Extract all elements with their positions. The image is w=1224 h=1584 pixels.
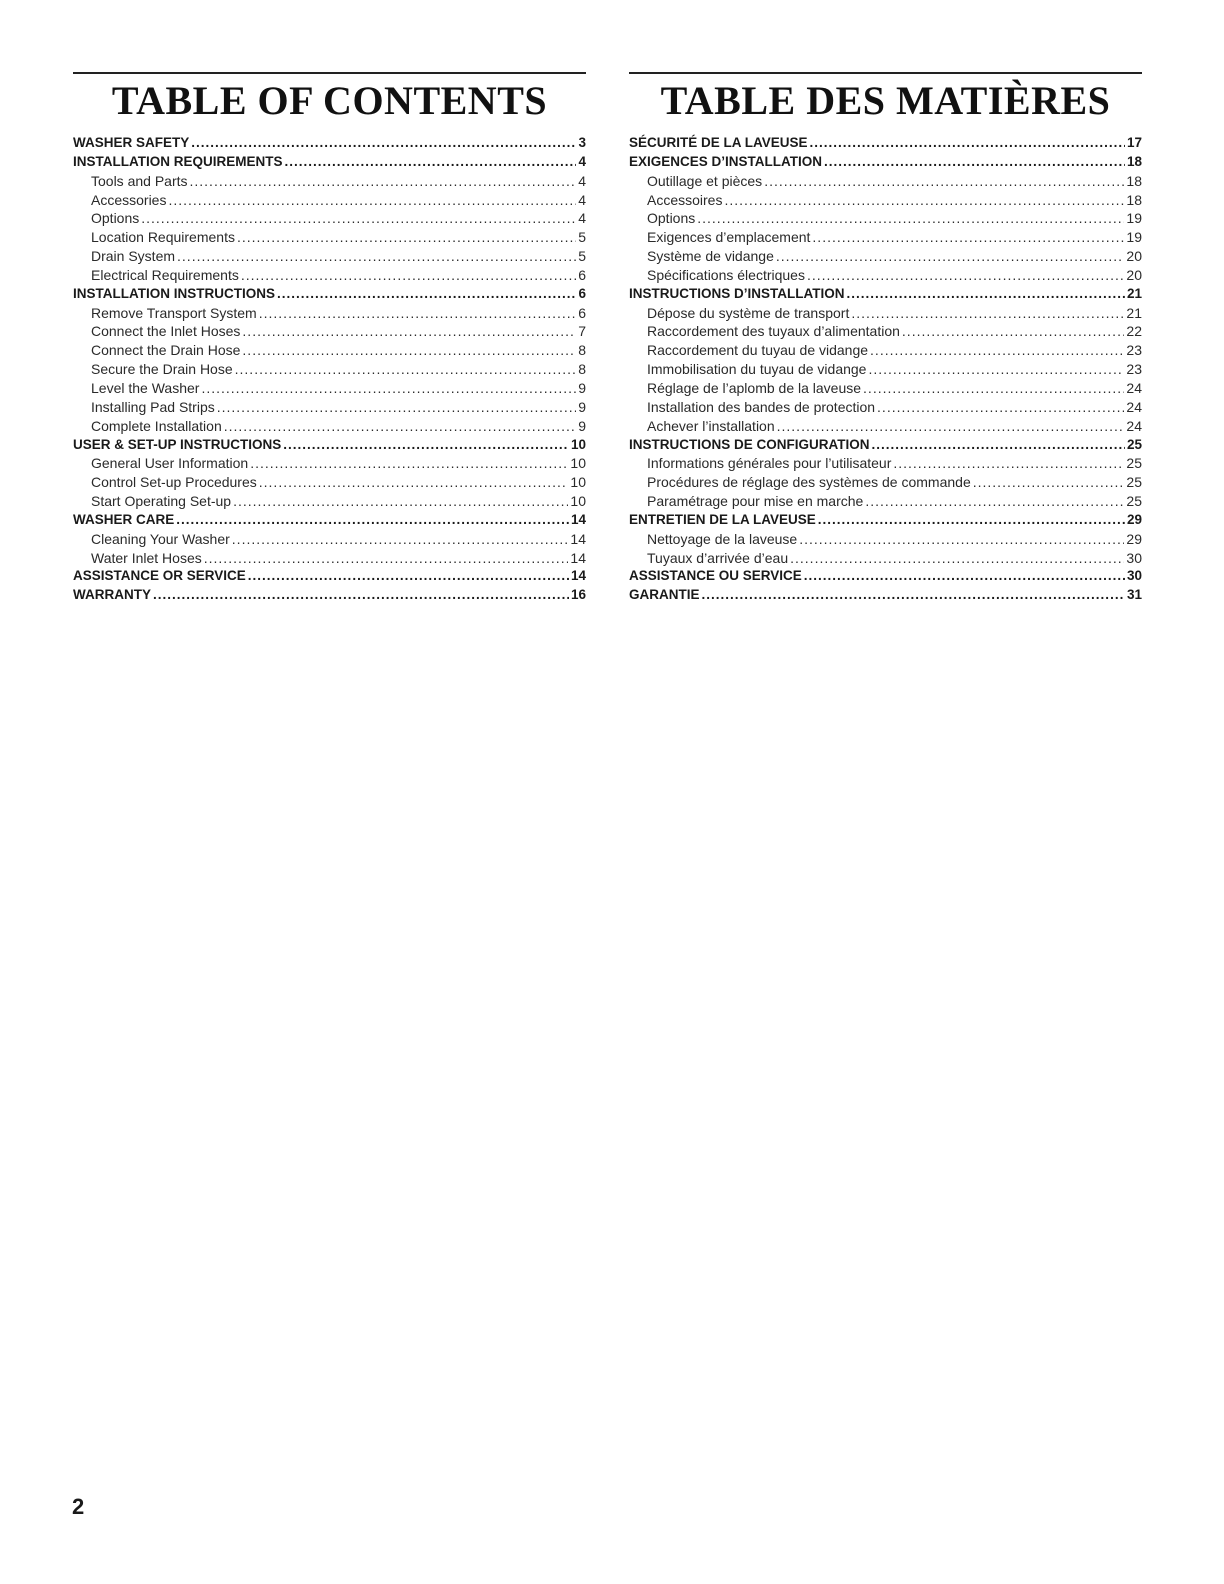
- toc-entry-page: 24: [1126, 417, 1142, 434]
- toc-entry-title: USER & SET-UP INSTRUCTIONS: [73, 436, 282, 452]
- dot-leader: [851, 304, 1124, 322]
- toc-section-entry[interactable]: [73, 153, 586, 172]
- toc-subsection-entry[interactable]: [629, 247, 1142, 266]
- dot-leader: [724, 191, 1124, 209]
- dot-leader: [790, 549, 1124, 567]
- toc-entry-page: 18: [1126, 153, 1142, 169]
- toc-entry-page: 4: [578, 172, 586, 189]
- toc-entry-page: 9: [578, 417, 586, 434]
- toc-subsection-entry[interactable]: [629, 191, 1142, 210]
- dot-leader: [259, 304, 576, 322]
- toc-entry-page: 30: [1126, 568, 1142, 584]
- toc-entry-page: 24: [1126, 398, 1142, 415]
- dot-leader: [217, 398, 576, 416]
- dot-leader: [250, 454, 568, 472]
- toc-entry-title: ENTRETIEN DE LA LAVEUSE: [629, 511, 816, 527]
- toc-subsection-entry[interactable]: [629, 549, 1142, 568]
- toc-entry-page: 25: [1126, 474, 1142, 491]
- dot-leader: [237, 228, 576, 246]
- toc-section-entry[interactable]: [629, 511, 1142, 530]
- toc-entry-title: SÉCURITÉ DE LA LAVEUSE: [629, 135, 808, 150]
- dot-leader: [242, 322, 576, 340]
- toc-entry-title: Installation des bandes de protection: [647, 398, 876, 415]
- toc-entry-page: 16: [570, 587, 586, 603]
- toc-entry-page: 4: [578, 191, 586, 208]
- toc-entry-page: 6: [578, 285, 586, 301]
- dot-leader: [235, 360, 577, 378]
- dot-leader: [153, 586, 569, 604]
- toc-entry-title: Dépose du système de transport: [647, 304, 850, 321]
- toc-entry-title: Options: [91, 210, 140, 227]
- heading-rule: [629, 72, 1142, 74]
- english-toc-column: [73, 72, 586, 605]
- toc-entry-title: Secure the Drain Hose: [91, 361, 233, 378]
- dot-leader: [872, 436, 1125, 454]
- dot-leader: [807, 266, 1124, 284]
- dot-leader: [702, 586, 1125, 604]
- dot-leader: [242, 341, 576, 359]
- dot-leader: [283, 436, 569, 454]
- dot-leader: [818, 511, 1125, 529]
- dot-leader: [201, 379, 576, 397]
- dot-leader: [176, 511, 569, 529]
- toc-entry-title: Paramétrage pour mise en marche: [647, 493, 864, 510]
- toc-section-entry[interactable]: [629, 153, 1142, 172]
- toc-subsection-entry[interactable]: [629, 341, 1142, 360]
- dot-leader: [204, 549, 569, 567]
- toc-entry-page: 29: [1126, 511, 1142, 527]
- toc-entry-page: 8: [578, 342, 586, 359]
- toc-entry-page: 18: [1126, 191, 1142, 208]
- toc-section-entry[interactable]: [73, 134, 586, 153]
- toc-subsection-entry[interactable]: [629, 379, 1142, 398]
- toc-subsection-entry[interactable]: [629, 304, 1142, 323]
- toc-subsection-entry[interactable]: [73, 549, 586, 568]
- toc-entry-title: INSTRUCTIONS D’INSTALLATION: [629, 285, 845, 301]
- toc-entry-title: WASHER SAFETY: [73, 135, 190, 150]
- toc-entry-title: Drain System: [91, 248, 176, 265]
- toc-entry-page: 24: [1126, 379, 1142, 396]
- french-toc-column: [629, 72, 1142, 605]
- dot-leader: [277, 285, 576, 303]
- toc-entry-title: Electrical Requirements: [91, 266, 239, 283]
- toc-entry-title: INSTRUCTIONS DE CONFIGURATION: [629, 436, 870, 452]
- toc-entry-title: Spécifications électriques: [647, 266, 805, 283]
- dot-leader: [824, 153, 1125, 171]
- toc-entry-page: 9: [578, 398, 586, 415]
- toc-entry-title: Système de vidange: [647, 248, 774, 265]
- dot-leader: [877, 398, 1124, 416]
- toc-entry-title: Achever l’installation: [647, 417, 775, 434]
- toc-entry-page: 19: [1126, 210, 1142, 227]
- toc-subsection-entry[interactable]: [73, 322, 586, 341]
- toc-subsection-entry[interactable]: [73, 530, 586, 549]
- toc-subsection-entry[interactable]: [629, 360, 1142, 379]
- toc-entry-page: 4: [578, 153, 586, 169]
- dot-leader: [233, 492, 568, 510]
- toc-entry-page: 4: [578, 210, 586, 227]
- toc-entry-title: Informations générales pour l’utilisateur: [647, 455, 892, 472]
- dot-leader: [902, 322, 1125, 340]
- toc-entry-title: Raccordement des tuyaux d’alimentation: [647, 323, 900, 340]
- toc-entry-title: Location Requirements: [91, 229, 235, 246]
- toc-section-entry[interactable]: [73, 436, 586, 455]
- toc-entry-title: ASSISTANCE OR SERVICE: [73, 568, 246, 584]
- dot-leader: [865, 492, 1124, 510]
- dot-leader: [191, 134, 576, 152]
- toc-entry-title: Tuyaux d’arrivée d’eau: [647, 549, 789, 566]
- dot-leader: [168, 191, 576, 209]
- toc-entry-title: Control Set-up Procedures: [91, 474, 257, 491]
- dot-leader: [241, 266, 576, 284]
- toc-entry-page: 10: [570, 493, 586, 510]
- toc-subsection-entry[interactable]: [629, 209, 1142, 228]
- toc-section-entry[interactable]: [629, 285, 1142, 304]
- toc-subsection-entry[interactable]: [73, 341, 586, 360]
- toc-entry-title: General User Information: [91, 455, 249, 472]
- toc-entry-title: Cleaning Your Washer: [91, 530, 230, 547]
- toc-entry-title: Complete Installation: [91, 417, 222, 434]
- toc-subsection-entry[interactable]: [73, 398, 586, 417]
- toc-entry-page: 20: [1126, 248, 1142, 265]
- toc-subsection-entry[interactable]: [73, 172, 586, 191]
- toc-subsection-entry[interactable]: [73, 304, 586, 323]
- english-toc-list: [73, 134, 586, 605]
- toc-subsection-entry[interactable]: [629, 454, 1142, 473]
- toc-section-entry[interactable]: [73, 567, 586, 586]
- toc-entry-title: WARRANTY: [73, 587, 151, 603]
- toc-subsection-entry[interactable]: [629, 417, 1142, 436]
- toc-entry-page: 10: [570, 474, 586, 491]
- toc-entry-title: Immobilisation du tuyau de vidange: [647, 361, 867, 378]
- dot-leader: [285, 153, 577, 171]
- toc-subsection-entry[interactable]: [629, 530, 1142, 549]
- toc-entry-page: 14: [570, 511, 586, 527]
- dot-leader: [804, 567, 1125, 585]
- toc-entry-page: 5: [578, 248, 586, 265]
- dot-leader: [973, 473, 1125, 491]
- toc-entry-page: 14: [570, 530, 586, 547]
- toc-subsection-entry[interactable]: [73, 266, 586, 285]
- toc-entry-page: 6: [578, 266, 586, 283]
- toc-entry-title: Nettoyage de la laveuse: [647, 530, 798, 547]
- dot-leader: [190, 172, 577, 190]
- toc-entry-title: Réglage de l’aplomb de la laveuse: [647, 379, 862, 396]
- toc-section-entry[interactable]: [73, 586, 586, 605]
- toc-entry-title: Outillage et pièces: [647, 172, 763, 189]
- dot-leader: [863, 379, 1124, 397]
- toc-entry-page: 14: [570, 568, 586, 584]
- dot-leader: [870, 341, 1124, 359]
- toc-entry-page: 21: [1126, 285, 1142, 301]
- toc-entry-title: GARANTIE: [629, 587, 700, 603]
- english-heading: TABLE OF CONTENTS: [111, 78, 548, 123]
- toc-entry-page: 29: [1126, 530, 1142, 547]
- toc-entry-page: 23: [1126, 342, 1142, 359]
- dot-leader: [868, 360, 1124, 378]
- toc-entry-title: EXIGENCES D’INSTALLATION: [629, 153, 823, 169]
- toc-subsection-entry[interactable]: [629, 398, 1142, 417]
- toc-entry-page: 30: [1126, 549, 1142, 566]
- toc-subsection-entry[interactable]: [73, 360, 586, 379]
- toc-entry-title: ASSISTANCE OU SERVICE: [629, 568, 802, 584]
- toc-section-entry[interactable]: [629, 436, 1142, 455]
- toc-entry-title: Accessoires: [647, 191, 723, 208]
- toc-entry-page: 25: [1126, 455, 1142, 472]
- dot-leader: [776, 247, 1125, 265]
- toc-section-entry[interactable]: [73, 511, 586, 530]
- toc-entry-page: 7: [578, 323, 586, 340]
- toc-entry-page: 20: [1126, 266, 1142, 283]
- toc-subsection-entry[interactable]: [73, 228, 586, 247]
- toc-subsection-entry[interactable]: [73, 492, 586, 511]
- toc-subsection-entry[interactable]: [629, 172, 1142, 191]
- dot-leader: [224, 417, 576, 435]
- toc-section-entry[interactable]: [629, 586, 1142, 605]
- toc-section-entry[interactable]: [73, 285, 586, 304]
- dot-leader: [764, 172, 1124, 190]
- toc-subsection-entry[interactable]: [73, 209, 586, 228]
- toc-entry-page: 10: [570, 455, 586, 472]
- toc-section-entry[interactable]: [629, 134, 1142, 153]
- french-heading: TABLE DES MATIÈRES: [660, 78, 1111, 123]
- dot-leader: [697, 209, 1124, 227]
- french-toc-list: [629, 134, 1142, 605]
- toc-subsection-entry[interactable]: [73, 379, 586, 398]
- dot-leader: [810, 134, 1125, 152]
- toc-entry-title: Tools and Parts: [91, 172, 188, 189]
- page-number: 2: [72, 1494, 85, 1519]
- toc-entry-title: Water Inlet Hoses: [91, 549, 202, 566]
- toc-entry-page: 21: [1126, 304, 1142, 321]
- dot-leader: [259, 473, 569, 491]
- toc-entry-page: 31: [1126, 587, 1142, 603]
- dot-leader: [141, 209, 576, 227]
- toc-subsection-entry[interactable]: [629, 266, 1142, 285]
- dot-leader: [248, 567, 569, 585]
- dot-leader: [893, 454, 1124, 472]
- toc-entry-title: Accessories: [91, 191, 167, 208]
- toc-section-entry[interactable]: [629, 567, 1142, 586]
- toc-entry-page: 22: [1126, 323, 1142, 340]
- toc-subsection-entry[interactable]: [73, 454, 586, 473]
- dot-leader: [232, 530, 569, 548]
- toc-entry-title: Start Operating Set-up: [91, 493, 232, 510]
- toc-entry-title: Options: [647, 210, 696, 227]
- toc-entry-page: 19: [1126, 229, 1142, 246]
- toc-entry-title: Level the Washer: [91, 379, 200, 396]
- toc-subsection-entry[interactable]: [73, 473, 586, 492]
- toc-entry-title: Remove Transport System: [91, 304, 257, 321]
- toc-entry-title: INSTALLATION REQUIREMENTS: [73, 153, 283, 169]
- dot-leader: [812, 228, 1124, 246]
- toc-entry-title: Exigences d’emplacement: [647, 229, 811, 246]
- toc-entry-title: Connect the Drain Hose: [91, 342, 241, 359]
- toc-subsection-entry[interactable]: [629, 228, 1142, 247]
- toc-entry-page: 8: [578, 361, 586, 378]
- toc-subsection-entry[interactable]: [73, 417, 586, 436]
- toc-entry-page: 25: [1126, 436, 1142, 452]
- dot-leader: [777, 417, 1125, 435]
- toc-entry-title: Connect the Inlet Hoses: [91, 323, 241, 340]
- toc-entry-page: 18: [1126, 172, 1142, 189]
- toc-entry-page: 25: [1126, 493, 1142, 510]
- toc-entry-page: 23: [1126, 361, 1142, 378]
- toc-entry-page: 9: [578, 379, 586, 396]
- toc-entry-page: 5: [578, 229, 586, 246]
- toc-entry-page: 14: [570, 549, 586, 566]
- toc-entry-page: 17: [1126, 135, 1142, 150]
- toc-subsection-entry[interactable]: [629, 492, 1142, 511]
- dot-leader: [799, 530, 1124, 548]
- toc-subsection-entry[interactable]: [629, 322, 1142, 341]
- dot-leader: [847, 285, 1125, 303]
- toc-entry-page: 6: [578, 304, 586, 321]
- toc-entry-title: Installing Pad Strips: [91, 398, 215, 415]
- toc-entry-page: 10: [570, 436, 586, 452]
- toc-entry-title: Raccordement du tuyau de vidange: [647, 342, 869, 359]
- toc-subsection-entry[interactable]: [73, 247, 586, 266]
- toc-subsection-entry[interactable]: [73, 191, 586, 210]
- dot-leader: [177, 247, 576, 265]
- toc-subsection-entry[interactable]: [629, 473, 1142, 492]
- toc-entry-page: 3: [578, 135, 586, 150]
- toc-entry-title: WASHER CARE: [73, 511, 175, 527]
- toc-entry-title: INSTALLATION INSTRUCTIONS: [73, 285, 275, 301]
- toc-entry-title: Procédures de réglage des systèmes de commande: [647, 474, 971, 491]
- heading-rule: [73, 72, 586, 74]
